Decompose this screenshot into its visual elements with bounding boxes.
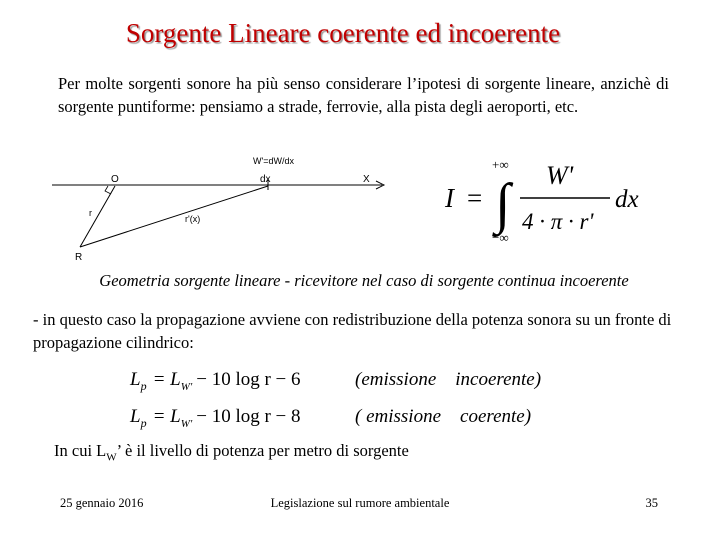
formula-row-incoerente: $L_p = L_{W'} - 10$ log r − 6 bbox=[130, 369, 301, 393]
propagation-paragraph: - in questo caso la propagazione avviene con redistribuzione della potenza sonora su un fronte di propagazione cilindrico: bbox=[33, 310, 672, 352]
figure-caption: Geometria sorgente lineare - ricevitore nel caso di sorgente continua incoerente bbox=[99, 271, 629, 290]
level-formulas bbox=[125, 362, 595, 432]
oblique-r-prime bbox=[80, 186, 268, 247]
formula-differential: dx bbox=[615, 186, 639, 213]
label-receiver: R bbox=[75, 252, 83, 263]
label-r: r bbox=[89, 208, 92, 218]
line-source-geometry-figure bbox=[40, 150, 400, 270]
integral-sign: ∫ bbox=[495, 173, 511, 235]
label-r-prime: r'(x) bbox=[185, 214, 201, 224]
label-x-axis: X bbox=[363, 174, 370, 185]
paren-coerente: ( emissione coerente) bbox=[355, 406, 532, 427]
label-dx: dx bbox=[260, 174, 271, 185]
slide-title: Sorgente Lineare coerente ed incoerente bbox=[125, 18, 561, 48]
intro-paragraph: Per molte sorgenti sonore ha più senso considerare l’ipotesi di sorgente lineare, anzichè di sorgente puntiforme: pensiamo a strade, ferrovie, alla pista degli aeroporti, etc. bbox=[58, 74, 669, 116]
formula-lhs: I bbox=[445, 183, 454, 213]
label-power: W'=dW/dx bbox=[253, 156, 294, 166]
footer-title: Legislazione sul rumore ambientale bbox=[270, 496, 450, 510]
intensity-integral-formula bbox=[440, 150, 680, 250]
paren-incoerente: (emissione incoerente) bbox=[355, 369, 542, 390]
fraction-numerator: W' bbox=[546, 161, 574, 190]
level-definition-text: In cui $L_W$’ è il livello di potenza per metro di sorgente bbox=[54, 441, 409, 464]
integral-upper-limit: +∞ bbox=[492, 157, 509, 172]
label-origin: O bbox=[111, 174, 119, 185]
footer-page-number: 35 bbox=[645, 496, 658, 510]
right-angle-mark bbox=[105, 186, 111, 194]
formula-equals: = bbox=[467, 183, 483, 213]
integral-lower-limit: −∞ bbox=[492, 230, 509, 245]
footer-date: 25 gennaio 2016 bbox=[60, 496, 144, 510]
fraction-denominator: 4 · π · r' bbox=[522, 209, 594, 234]
formula-row-coerente: $L_p = L_{W'} - 10$ log r − 8 bbox=[130, 406, 301, 430]
